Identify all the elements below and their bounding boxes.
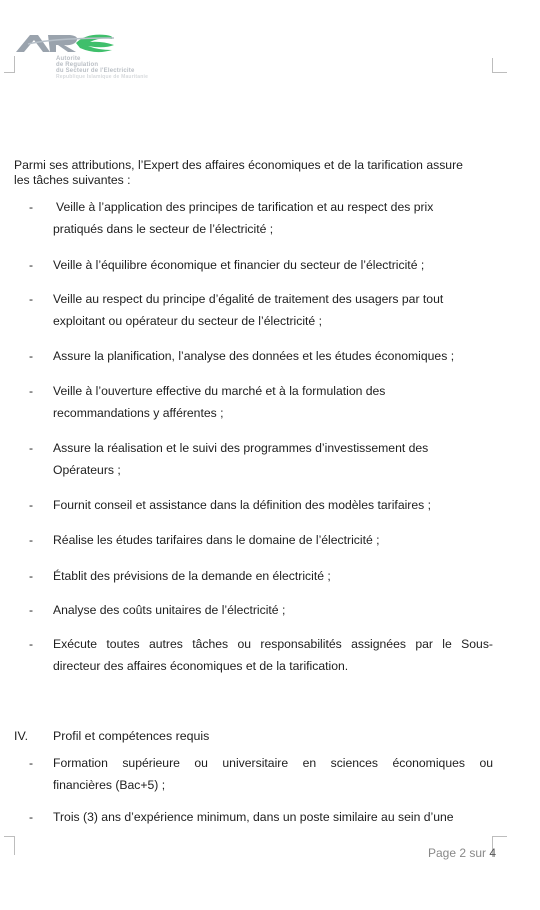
bullet-dash: - — [29, 200, 34, 214]
page-number — [428, 846, 496, 860]
list-item-line: Analyse des coûts unitaires de l’électricité ; — [53, 603, 286, 617]
crop-mark-top-right — [492, 58, 507, 73]
list-item-line: Assure la réalisation et le suivi des programmes d’investissement des — [53, 441, 429, 455]
list-item-line: Veille à l’ouverture effective du marché et à la formulation des — [53, 384, 386, 398]
list-item-line: Formation supérieure ou universitaire en sciences économiques ou — [53, 756, 493, 770]
bullet-dash: - — [29, 498, 34, 512]
section-number: IV. — [14, 729, 29, 743]
logo-text-line: Republique Islamique de Mauritanie — [56, 74, 149, 80]
page-number-label: Page 2 sur — [428, 846, 487, 860]
bullet-dash: - — [29, 637, 34, 651]
list-item-line: Veille à l’application des principes de tarification et au respect des prix — [56, 200, 434, 214]
list-item-line: Assure la planification, l’analyse des données et les études économiques ; — [53, 349, 455, 363]
list-item-line: Établit des prévisions de la demande en électricité ; — [53, 569, 331, 583]
are-logo — [14, 32, 194, 80]
list-item-line: Trois (3) ans d’expérience minimum, dans un poste similaire au sein d’une — [53, 810, 454, 824]
bullet-dash: - — [29, 441, 34, 455]
bullet-dash: - — [29, 603, 34, 617]
list-item-line: exploitant ou opérateur du secteur de l’électricité ; — [53, 314, 322, 328]
bullet-dash: - — [29, 810, 34, 824]
intro-line: Parmi ses attributions, l’Expert des affaires économiques et de la tarification assure — [14, 158, 463, 172]
list-item-line: recommandations y afférentes ; — [53, 406, 224, 420]
intro-paragraph — [14, 158, 463, 188]
logo-text-line: Autorite — [56, 56, 81, 62]
bullet-dash: - — [29, 292, 34, 306]
list-item-line: pratiqués dans le secteur de l’électricité ; — [53, 222, 274, 236]
bullet-dash: - — [29, 349, 34, 363]
bullet-dash: - — [29, 384, 34, 398]
list-item-line: Réalise les études tarifaires dans le domaine de l’électricité ; — [53, 533, 380, 547]
logo-text-line: du Secteur de l'Electricite — [56, 68, 135, 74]
crop-mark-bottom-left — [4, 836, 15, 855]
bullet-dash: - — [29, 569, 34, 583]
section-title: Profil et compétences requis — [53, 729, 210, 743]
list-item-line: Veille à l’équilibre économique et financier du secteur de l’électricité ; — [53, 258, 425, 272]
bullet-dash: - — [29, 756, 34, 770]
list-item-line: directeur des affaires économiques et de la tarification. — [53, 659, 349, 673]
list-item-line: Opérateurs ; — [53, 463, 121, 477]
list-item-line: Veille au respect du principe d’égalité de traitement des usagers par tout — [53, 292, 444, 306]
intro-line: les tâches suivantes : — [14, 173, 131, 187]
logo-text-line: de Regulation — [56, 62, 99, 68]
page-number-total: 4 — [489, 846, 497, 860]
bullet-dash: - — [29, 258, 34, 272]
are-logo-mark-icon — [14, 32, 124, 54]
list-item-line: Exécute toutes autres tâches ou responsabilités assignées par le Sous- — [53, 637, 493, 651]
list-item-line: financières (Bac+5) ; — [53, 778, 166, 792]
bullet-dash: - — [29, 533, 34, 547]
list-item-line: Fournit conseil et assistance dans la définition des modèles tarifaires ; — [53, 498, 432, 512]
